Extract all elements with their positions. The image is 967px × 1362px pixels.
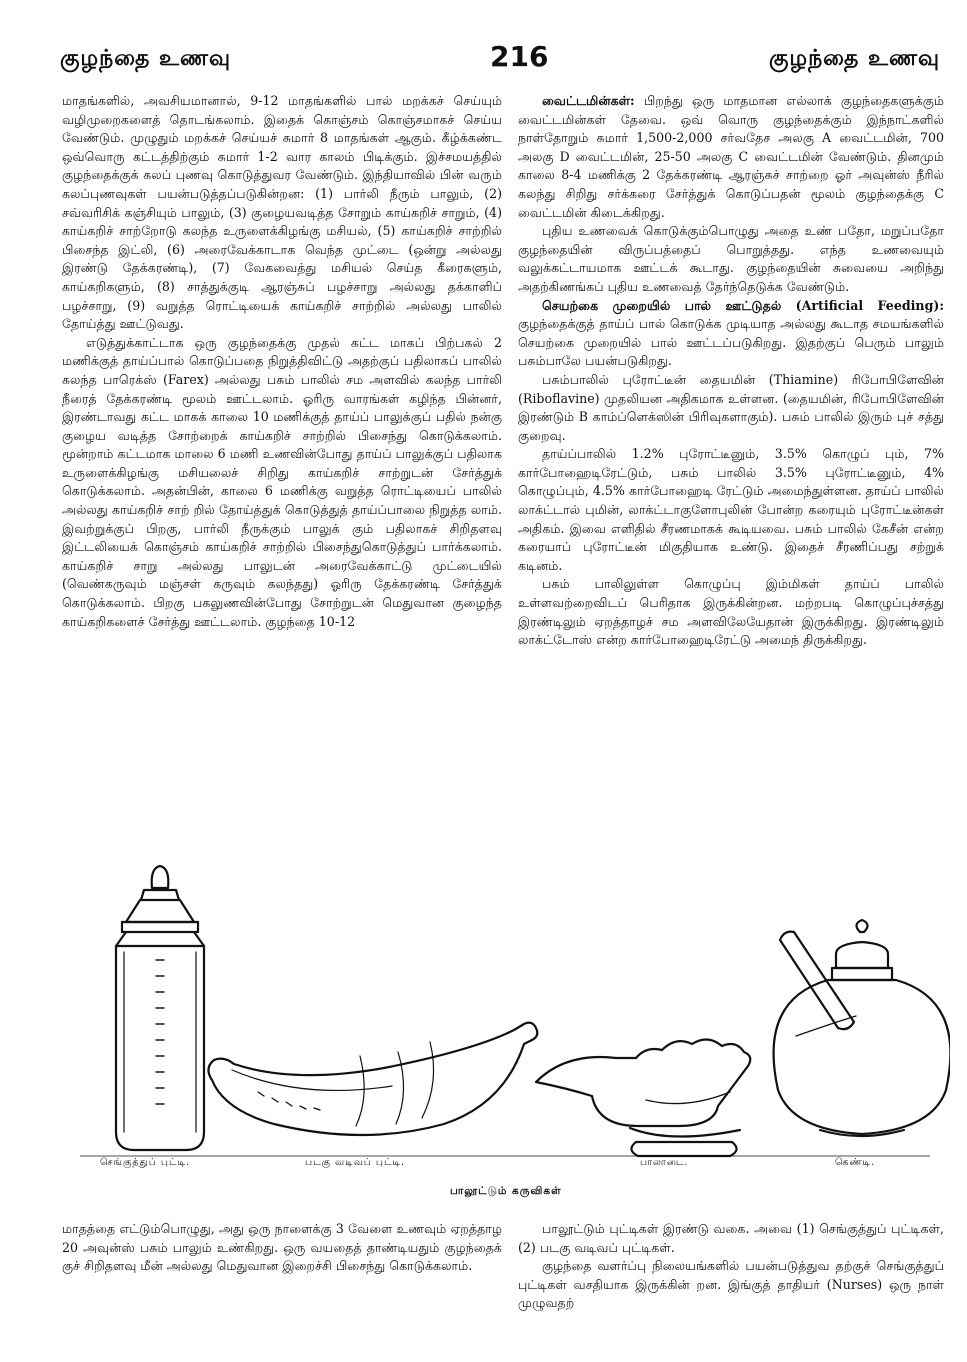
right-bottom-paragraph-1: பாலூட்டும் புட்டிகள் இரண்டு வகை. அவை (1) செங்குத்துப் புட்டிகள், (2) படகு வடிவப் புட்டிகள். (518, 1221, 944, 1255)
page-header (60, 40, 940, 90)
right-column (518, 92, 944, 852)
right-paragraph-thiamine: பசும்பாலில் புரோட்டீன் தையமின் (Thiamine) ரிபோபிளேவின் (Riboflavine) முதலியன அதிகமாக உள்ளன. (தையமின், ரிபோபிளேவின் இரண்டும் B காம்ப்ளெக்ஸின் பிரிவுகளாகும்). பசும் பாலில் இரும் புச் சத்து குறைவு. (518, 371, 944, 443)
vitamins-heading: வைட்டமின்கள்: (542, 93, 635, 108)
left-column (62, 92, 502, 852)
right-paragraph-artificial (518, 297, 944, 371)
feeding-utensils-illustration (60, 860, 950, 1165)
right-paragraph-composition: தாய்ப்பாலில் 1.2% புரோட்டீனும், 3.5% கொழுப் பும், 7% கார்போஹைடிரேட்டும், பசும் பாலில் 3.5% புரோட்டீனும், 4% கொழுப்பும், 4.5% கார்போஹைடி ரேட்டும் அமைந்துள்ளன. தாய்ப் பாலில் லாக்ட்டால் புமின், லாக்ட்டாகுளோபுலின் போன்ற கரையும் புரோட்டீன்கள் அதிகம். இவை எளிதில் சீரணமாகக் கூடியவை. பசும் பாலில் கேசீன் என்ற கரையாப் புரோட்டீன் மிகுதியாக உண்டு. இதைச் சீரணிப்பது சற்றுக் கடினம். (518, 446, 944, 573)
caption-boat-bottle: படகு வடிவப் புட்டி. (305, 1157, 406, 1168)
artificial-feeding-heading: செயற்கை முறையில் பால் ஊட்டுதல் (Artificial Feeding): (542, 297, 944, 313)
left-bottom-paragraph: மாதத்தை எட்டும்பொழுது, அது ஒரு நாளைக்கு 3 வேளை உணவும் ஏறத்தாழ 20 அவுன்ஸ் பசும் பாலும் உண்கிறது. ஒரு வயதைத் தாண்டியதும் குழந்தைக் குச் சிறிதளவு மீன் அல்லது மெதுவான இறைச்சி பிசைந்து கொடுக்கலாம். (62, 1221, 502, 1274)
right-paragraph-vitamins (518, 92, 944, 222)
running-title-left: குழந்தை உணவு (60, 46, 232, 71)
artificial-feeding-text: குழந்தைக்குத் தாய்ப் பால் கொடுக்க முடியாத அல்லது கூடாத சமயங்களில் செயற்கை முறையில் பால் ஊட்டப்படுகிறது. இதற்குப் பெரும் பாலும் பசும்பாலே பயன்படுகிறது. (518, 316, 944, 369)
pap-boat-drawing (536, 1039, 750, 1156)
right-paragraph-new-food: புதிய உணவைக் கொடுக்கும்பொழுது அதை உண் பதோ, மறுப்பதோ குழந்தையின் விருப்பத்தைப் பொறுத்தது. எந்த உணவையும் வலுக்கட்டாயமாக ஊட்டக் கூடாது. குழந்தையின் சுவையை அறிந்து அதற்கிணங்கப் புதிய உணவைத் தேர்ந்தெடுக்க வேண்டும். (518, 223, 944, 294)
caption-vertical-bottle: செங்குத்துப் புட்டி. (100, 1157, 191, 1168)
left-paragraph-2: எடுத்துக்காட்டாக ஒரு குழந்தைக்கு முதல் கட்ட மாகப் பிற்பகல் 2 மணிக்குத் தாய்ப்பால் கொடுப்பதை நிறுத்திவிட்டு அதற்குப் பதிலாகப் பாலில் கலந்த பாரெக்ஸ் (Farex) அல்லது பசும் பாலில் சம அளவில் கலந்த பார்லி நீரைத் தேக்கரண்டி மூலம் ஊட்டலாம். ஓரிரு வாரங்கள் கழிந்த பின்னர், இரண்டாவது கட்ட மாகக் காலை 10 மணிக்குத் தாய்ப் பாலுக்குப் பதில் நன்கு குழைய வடித்த சோற்றைக் காய்கறிச் சாற்றில் பிசைந்து கொடுக்கலாம். மூன்றாம் கட்டமாக மாலை 6 மணி உணவின்போது தாய்ப் பாலுக்குப் பதிலாக உருளைக்கிழங்கு மசியலைச் சிறிது காய்கறிச் சாற்றுடன் சேர்த்துக் கொடுக்கலாம். அதன்பின், காலை 6 மணிக்கு வறுத்த ரொட்டியைப் பாலில் அல்லது காய்கறிச் சாற் றில் தோய்த்துக் கொடுத்துத் தாய்ப்பாலை நிறுத்த லாம். இவற்றுக்குப் பிறகு, பார்லி நீருக்கும் பாலுக் கும் பதிலாகச் சிறிதளவு இட்டலியைக் கொஞ்சம் காய்கறிச் சாற்றில் பிசைந்துகொடுத்துப் பார்க்கலாம். காய்கறிச் சாறு அல்லது பாலுடன் அரைவேக்காட்டு முட்டையில் (வெண்கருவும் மஞ்சள் கருவும் கலந்தது) ஓரிரு தேக்கரண்டி சேர்த்துக் கொடுக்கலாம். பிறகு பகலுணவின்போது சோற்றுடன் மெதுவான குழைந்த காய்கறிகளைச் சேர்த்து ஊட்டலாம். குழந்தை 10-12 (62, 334, 502, 629)
right-column-bottom (518, 1220, 944, 1340)
vitamins-text: பிறந்து ஒரு மாதமான எல்லாக் குழந்தைகளுக்கும் வைட்டமின்கள் தேவை. ஒவ் வொரு குழந்தைக்கும் இந்நாட்களில் நாள்தோறும் சுமார் 1,500-2,000 சர்வதேச அலகு A வைட்டமின், 700 அலகு D வைட்டமின், 25-50 அலகு C வைட்டமின் வேண்டும். தினமும் காலை 8-4 மணிக்கு 2 தேக்கரண்டி ஆரஞ்சுச் சாற்றை ஓர் அவுன்ஸ் நீரில் கலந்து சிறிது சர்க்கரை சேர்த்துக் கொடுப்பதன் மூலம் குழந்தைக்கு C வைட்டமின் கிடைக்கிறது. (518, 93, 944, 220)
figure-title: பாலூட்டும் கருவிகள் (450, 1185, 562, 1197)
running-title-right: குழந்தை உணவு (768, 46, 940, 71)
feeding-cup-drawing (774, 920, 950, 1136)
right-paragraph-fat: பசும் பாலிலுள்ள கொழுப்பு இம்மிகள் தாய்ப் பாலில் உள்ளவற்றைவிடப் பெரிதாக இருக்கின்றன. மற்றபடி கொழுப்புச்சத்து இரண்டிலும் ஏறத்தாழச் சம அளவிலேயேதான் இருக்கிறது. இரண்டிலும் லாக்ட்டோஸ் என்ற கார்போஹைடிரேட்டு அமைந் திருக்கிறது. (518, 576, 944, 648)
vertical-bottle-drawing (116, 866, 204, 1150)
left-paragraph-1: மாதங்களில், அவசியமானால், 9-12 மாதங்களில் பால் மறக்கச் செய்யும் வழிமுறைகளைத் தொடங்கலாம். இதைக் கொஞ்சம் கொஞ்சமாகச் செய்ய வேண்டும். முழுதும் மறக்கச் செய்யச் சுமார் 8 மாதங்கள் ஆகும். கீழ்க்கண்ட ஒவ்வொரு கட்டத்திற்கும் சுமார் 1-2 வார காலம் பிடிக்கும். இச்சமயத்தில் குழந்தைக்குக் கலப் புணவு கொடுத்துவர வேண்டும். இந்தியாவில் பின் வரும் கலப்புணவுகள் பயன்படுத்தப்படுகின்றன: (1) பார்லி நீரும் பாலும், (2) சவ்வரிசிக் கஞ்சியும் பாலும், (3) குழையவடித்த சோறும் காய்கறிச் சாறும், (4) காய்கறிச் சாற்றோடு கலந்த உருளைக்கிழங்கு மசியல், (5) காய்கறிச் சாற்றில் பிசைந்த இட்லி, (6) அரைவேக்காடாக வெந்த முட்டை (ஒன்று அல்லது இரண்டு தேக்கரண்டி), (7) வேகவைத்து மசியல் செய்த கீரைகளும், காய்கறிகளும், (8) சாத்துக்குடி ஆரஞ்சுப் பழச்சாறு அல்லது தக்காளிப் பழச்சாறு, (9) வறுத்த ரொட்டியைக் காய்கறிச் சாற்றில் அல்லது பாலில் தோய்த்து ஊட்டுவது. (62, 93, 502, 332)
caption-pap-boat: பாலாடை. (640, 1157, 689, 1168)
left-column-bottom (62, 1220, 502, 1340)
feeding-utensils-figure (60, 860, 950, 1205)
boat-bottle-drawing (208, 1023, 537, 1135)
caption-feeding-cup: கெண்டி. (835, 1157, 876, 1168)
right-bottom-paragraph-2: குழந்தை வளர்ப்பு நிலையங்களில் பயன்படுத்துவ தற்குச் செங்குத்துப் புட்டிகள் வசதியாக இருக்கின் றன. இங்குத் தாதியர் (Nurses) ஒரு நாள் முழுவதற் (518, 1258, 944, 1311)
page-number: 216 (490, 40, 549, 73)
